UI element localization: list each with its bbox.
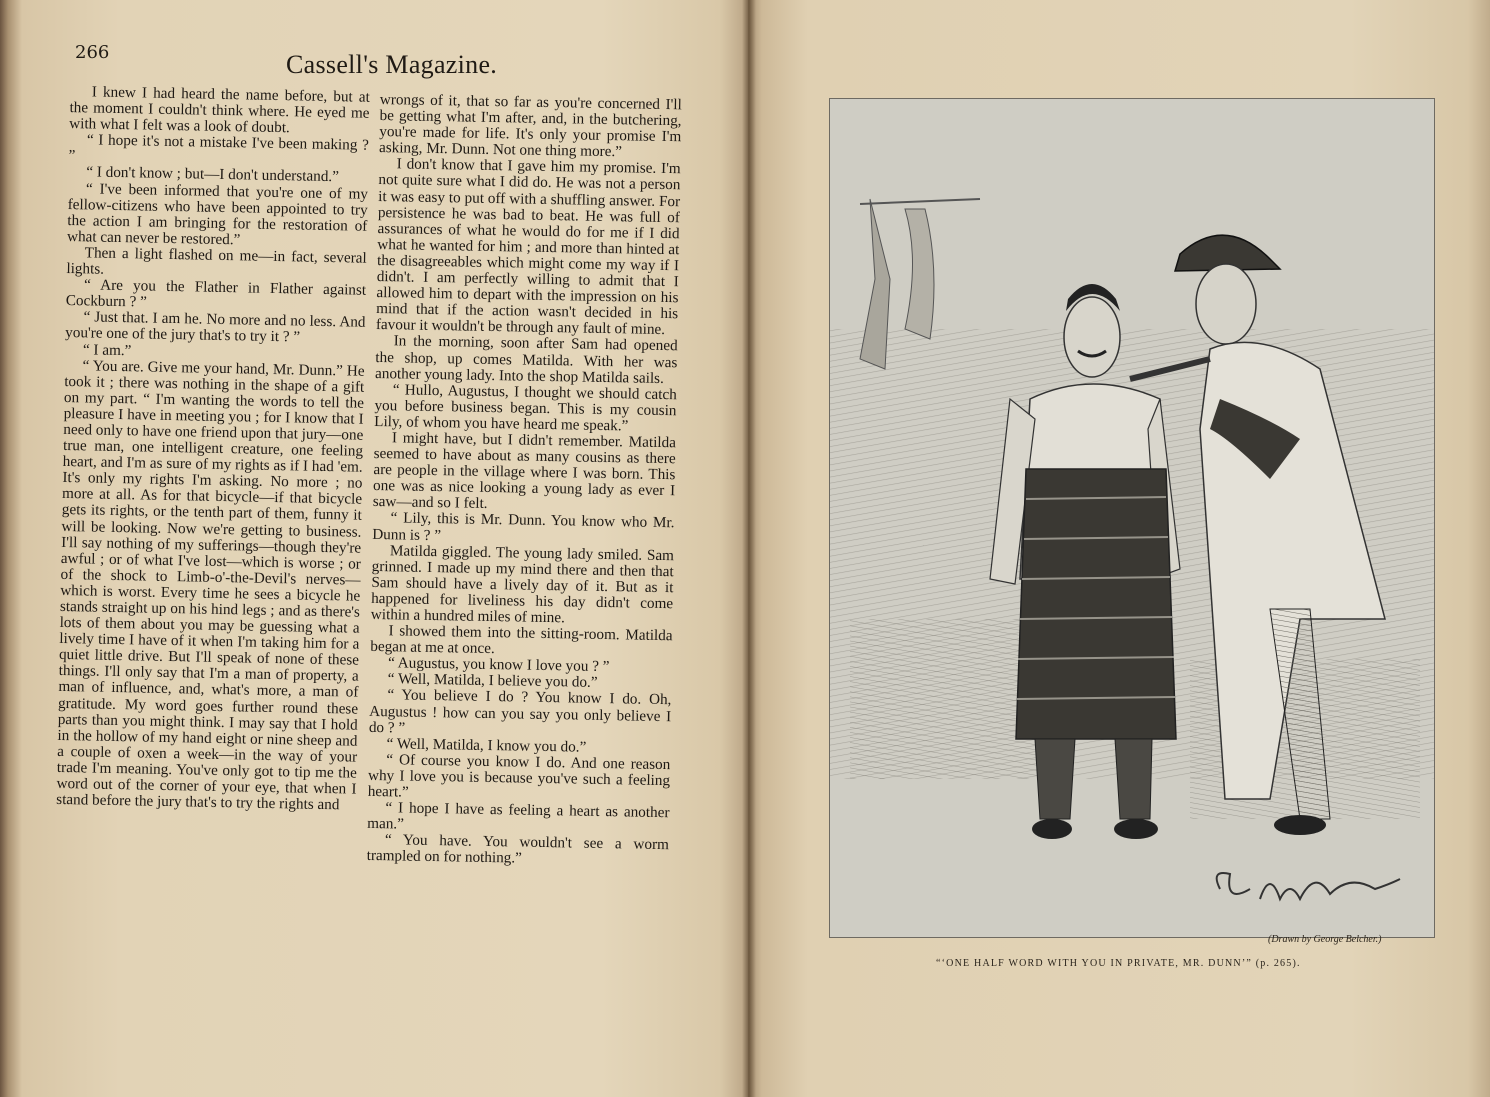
paragraph: Matilda giggled. The young lady smiled. Sam grinned. I made up my mind there and then that Sam should have a lively day of it. But as it happened for liveliness his day didn't come within a hundred miles of mine. [370,541,675,627]
paragraph: “ Lily, this is Mr. Dunn. You know who Mr. Dunn is ? ” [372,509,675,544]
paragraph: “ Well, Matilda, I know you do.” [386,734,587,756]
running-head: Cassell's Magazine. [286,50,498,79]
page-number: 266 [75,42,110,63]
illustration-credit: (Drawn by George Belcher.) [1268,934,1382,945]
paragraph: “ Are you the Flather in Flather against Cockburn ? ” [65,276,367,311]
paragraph: “ I've been informed that you're one of my fellow-citizens who have been appointed to try the action I am bringing for the restoration of what can never be restored.” [66,179,369,249]
paragraph: “ I hope it's not a mistake I've been making ? ” [68,131,370,165]
paragraph: wrongs of it, that so far as you're concerned I'll be getting what I'm after, and, in the butchering, you're made for life. It's only your promise I'm asking, Mr. Dunn. Not one thing more.” [378,91,682,161]
paragraph: “ Augustus, you know I love you ? ” [387,654,610,676]
paragraph: “ You believe I do ? You know I do. Oh, Augustus ! how can you say you only believe I do ? ” [368,686,672,737]
paragraph: “ I hope I have as feeling a heart as another man.” [367,799,670,833]
paragraph: I knew I had heard the name before, but at the moment I couldn't think where. He eyed me with what I felt was a look of doubt. [69,83,370,137]
paragraph: I don't know that I gave him my promise. I'm not quite sure what I did do. He was not a person it was easy to put off with a shuffling answer. For persistence he was bad to beat. He was full of assurances of what he would do for me if I did what he wanted for him ; and more than hinted at the disagreeables which might come my way if I didn't. I am perfectly willing to admit that I allowed him to depart with the impression on his mind that if the action wasn't decided in his favour it wouldn't be through any fault of mine. [375,155,681,339]
paragraph: “ I am.” [82,340,132,359]
text-column-right [367,92,682,870]
paragraph: I might have, but I didn't remember. Matilda seemed to have about as many cousins as there are people in the village where I was born. This one was as nice looking a young lady as ever I saw—and so I felt. [372,429,677,513]
paragraph: “ Hullo, Augustus, I thought we should catch you before business began. This is my cousin Lily, of whom you have heard me speak.” [374,380,677,435]
paragraph: “ You have. You wouldn't see a worm trampled on for nothing.” [366,831,670,867]
paragraph: I showed them into the sitting-room. Matilda began at me at once. [370,622,673,658]
paragraph: “ Well, Matilda, I believe you do.” [387,670,598,692]
illustration [829,98,1435,938]
paragraph: “ Just that. I am he. No more and no less. And you're one of the jury that's to try it ? ” [65,308,366,346]
paragraph: Then a light flashed on me—in fact, several lights. [66,244,367,278]
right-page [748,0,1490,1097]
illustration-drawing [830,99,1434,937]
gutter-shadow [742,0,756,1097]
paragraph: “ You are. Give me your hand, Mr. Dunn.” He took it ; there was nothing in the shape of a gift on my part. “ I'm wanting the words to tell the pleasure I have in meeting you ; for I know that I need only to have one friend upon that jury—one true man, one intelligent creature, one feeling heart, and I'm as sure of my rights as if I had 'em. It's only my rights I'm asking. No more ; no more at all. As for that bicycle—if that bicycle gets its rights, or the tenth part of them, funny it will be looking. Now we're getting to business. I'll say nothing of my sufferings—though they're awful ; or of what I've lost—which is worse ; or of the shock to Limb-o'-the-Devil's nerves—which is worst. Every time he sees a bicycle he stands straight up on his hind legs ; and as there's lots of them about you may be guessing what a lively time I have of it when I'm taking him for a quiet little drive. But I'll speak of none of these things. I'll only say that I'm a man of property, a man of influence, and, what's more, a man of gratitude. My word goes further round these parts than you might think. I may say that I hold in the hollow of my hand eight or nine sheep and a couple of oxen a week—in the way of your trade I'm meaning. You've only got to tip me the word out of the corner of your eye, that when I stand before the jury that's to try the rights and [56,356,365,814]
text-column-left [56,84,370,814]
paragraph: “ I don't know ; but—I don't understand.” [86,163,340,186]
paragraph: “ Of course you know I do. And one reason why I love you is because you've such a feeling heart.” [367,751,671,801]
illustration-caption: “‘ONE HALF WORD WITH YOU IN PRIVATE, MR. DUNN’” (p. 265). [936,958,1301,969]
paragraph: In the morning, soon after Sam had opened the shop, up comes Matilda. With her was another young lady. Into the shop Matilda sails. [374,332,678,387]
